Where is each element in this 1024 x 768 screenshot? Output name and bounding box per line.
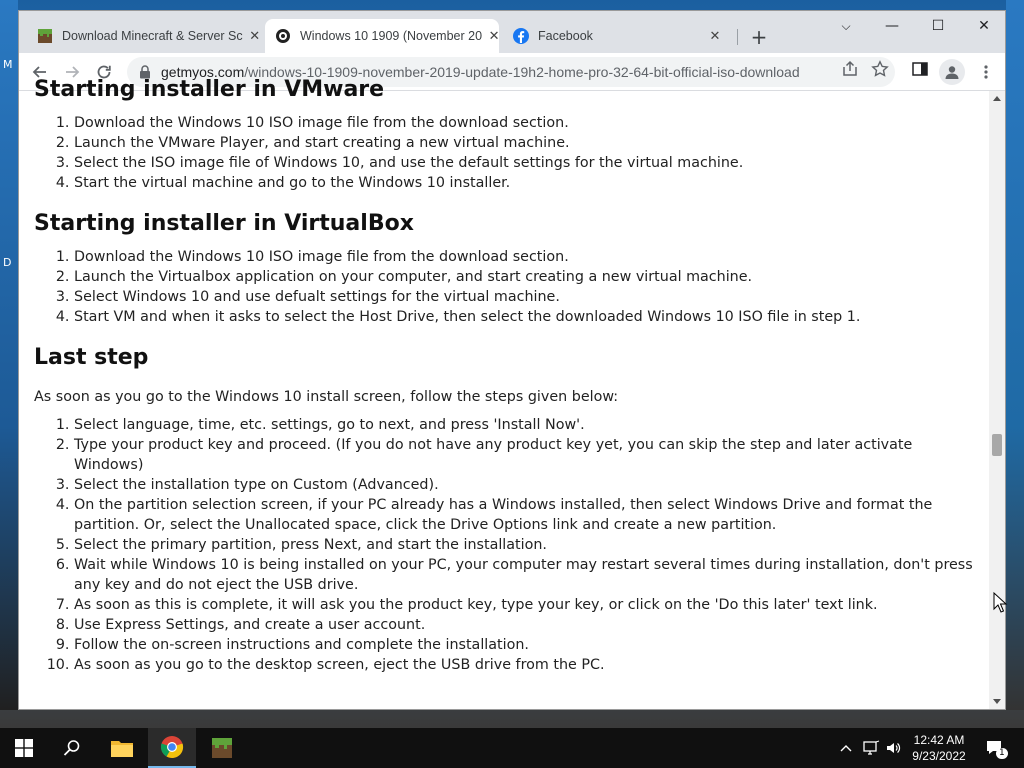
article-body [34,75,974,675]
taskbar-clock[interactable] [900,732,978,764]
list-item: 4. Start the virtual machine and go to the Windows 10 installer. [74,173,974,193]
taskbar-file-explorer[interactable] [98,728,146,768]
close-tab-icon[interactable]: ✕ [488,28,500,44]
desktop-icon-label: D [3,256,12,269]
vmware-steps-list [74,113,974,193]
list-item: 1. Select language, time, etc. settings, go to next, and press 'Install Now'. [74,415,974,435]
taskbar-minecraft[interactable] [198,728,246,768]
speaker-icon [885,740,901,756]
scroll-down-icon[interactable] [993,699,1001,704]
tab-title: Download Minecraft & Server Sc [62,29,243,43]
close-tab-icon[interactable]: ✕ [709,28,721,44]
scroll-up-icon[interactable] [993,96,1001,101]
new-tab-button[interactable]: + [750,25,768,49]
file-explorer-icon [110,738,134,758]
tab-minecraft[interactable] [27,19,263,53]
taskbar [0,728,1024,768]
tab-strip [19,11,1005,53]
minecraft-block-icon [37,28,53,44]
action-center-button[interactable] [982,728,1008,768]
facebook-icon [513,28,529,44]
clock-time: 12:42 AM [913,733,965,747]
list-item: 2. Type your product key and proceed. (If you do not have any product key yet, you can skip the step and later activate Windows) [74,435,974,475]
kebab-menu-icon [978,64,994,80]
last-steps-list [74,415,974,675]
minimize-button[interactable]: — [885,18,899,34]
tab-search-icon[interactable]: ⌵ [841,18,851,33]
close-tab-icon[interactable]: ✕ [249,28,261,44]
mouse-cursor-icon [993,592,1007,614]
list-item: 2. Launch the Virtualbox application on your computer, and start creating a new virtual machine. [74,267,974,287]
tab-facebook[interactable] [503,19,733,53]
page-content [19,77,989,709]
notification-count-badge: 1 [996,748,1008,759]
url-domain: getmyos.com [161,64,245,80]
show-hidden-icons-button[interactable] [836,728,856,768]
chrome-icon [160,735,184,759]
list-item: 3. Select Windows 10 and use defualt settings for the virtual machine. [74,287,974,307]
tab-title: Facebook [538,29,593,43]
list-item: 7. As soon as this is complete, it will ask you the product key, type your key, or click on the 'Do this later' text link. [74,595,974,615]
tab-windows-10[interactable] [265,19,499,53]
list-item: 1. Download the Windows 10 ISO image file from the download section. [74,113,974,133]
desktop-icon-label: M [3,58,13,71]
desktop-right-strip [1006,0,1024,710]
clock-date: 9/23/2022 [912,749,966,763]
minecraft-icon [210,736,234,760]
getmyos-disc-icon [275,28,291,44]
heading-virtualbox: Starting installer in VirtualBox [34,211,414,236]
desktop-left-strip [0,0,18,710]
network-icon [862,740,880,756]
list-item: 4. On the partition selection screen, if your PC already has a Windows installed, then select Windows Drive and format the partition. Or, select the Unallocated space, click the Drive Options link and create a new partition. [74,495,974,535]
list-item: 1. Download the Windows 10 ISO image file from the download section. [74,247,974,267]
heading-vmware: Starting installer in VMware [34,77,385,102]
taskbar-chrome[interactable] [148,728,196,768]
scrollbar-thumb[interactable] [992,434,1002,456]
list-item: 4. Start VM and when it asks to select the Host Drive, then select the downloaded Windows 10 ISO file in step 1. [74,307,974,327]
heading-last-step: Last step [34,345,149,370]
url-path: /windows-10-1909-november-2019-update-19h2-home-pro-32-64-bit-official-iso-download [244,64,800,80]
list-item: 3. Select the installation type on Custom (Advanced). [74,475,974,495]
virtualbox-steps-list [74,247,974,327]
list-item: 5. Select the primary partition, press Next, and start the installation. [74,535,974,555]
search-icon [63,739,81,757]
tab-separator [737,29,738,45]
vertical-scrollbar[interactable] [989,91,1005,709]
close-window-button[interactable]: ✕ [978,18,990,34]
windows-logo-icon [15,739,33,757]
chevron-up-icon [840,744,852,752]
list-item: 3. Select the ISO image file of Windows 10, and use the default settings for the virtual machine. [74,153,974,173]
list-item: 10. As soon as you go to the desktop screen, eject the USB drive from the PC. [74,655,974,675]
tab-title: Windows 10 1909 (November 20 [300,29,483,43]
start-button[interactable] [0,728,48,768]
list-item: 9. Follow the on-screen instructions and complete the installation. [74,635,974,655]
maximize-button[interactable]: ☐ [931,18,945,34]
list-item: 6. Wait while Windows 10 is being installed on your PC, your computer may restart several times during installation, don't press any key and do not eject the USB drive. [74,555,974,595]
menu-button[interactable] [973,59,999,85]
network-tray-button[interactable] [860,728,882,768]
list-item: 8. Use Express Settings, and create a user account. [74,615,974,635]
browser-window [18,10,1006,710]
taskbar-search-button[interactable] [48,728,96,768]
list-item: 2. Launch the VMware Player, and start creating a new virtual machine. [74,133,974,153]
last-step-intro: As soon as you go to the Windows 10 install screen, follow the steps given below: [34,389,619,405]
